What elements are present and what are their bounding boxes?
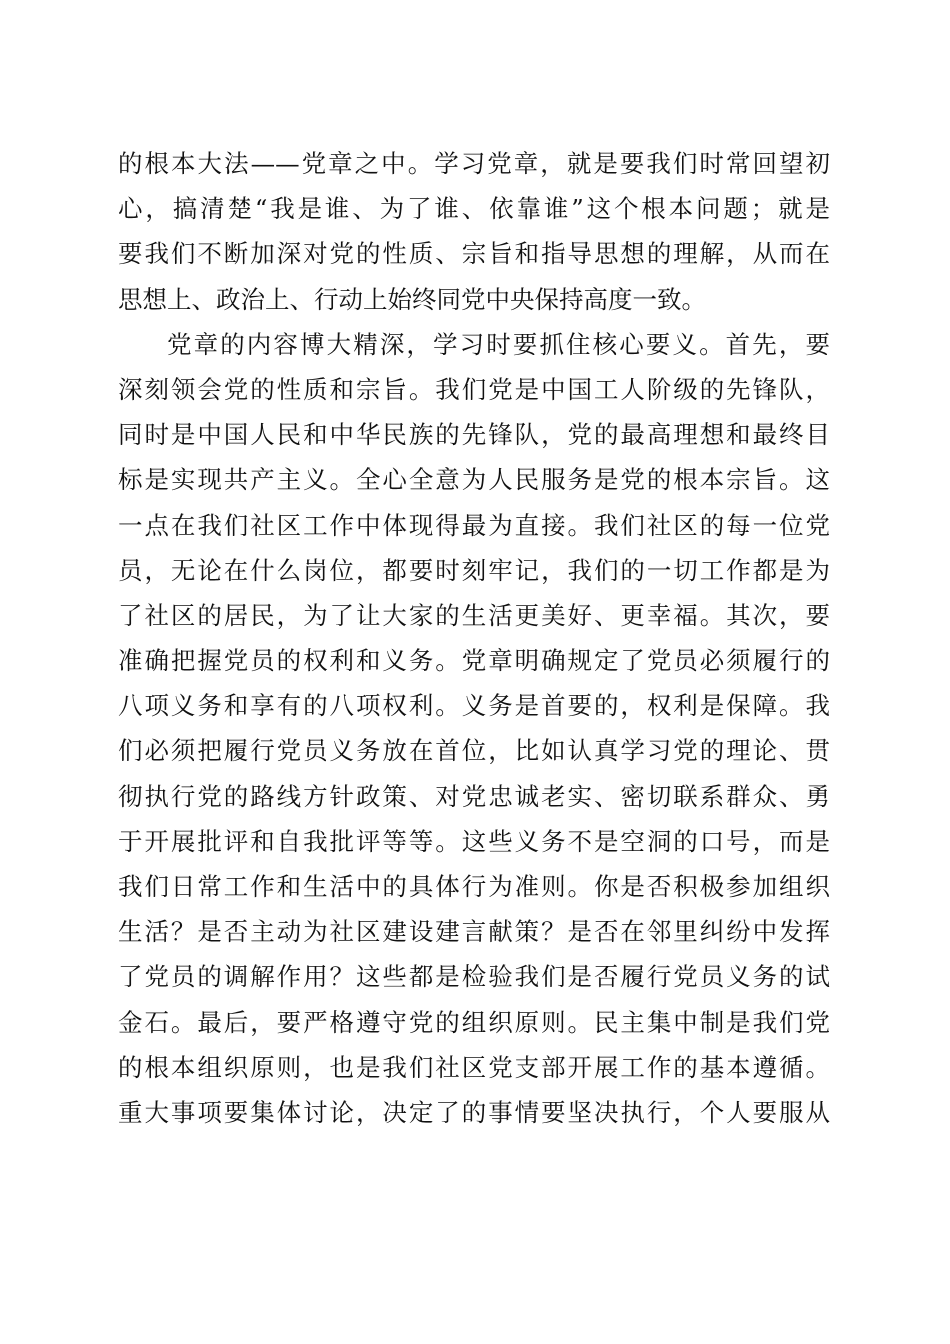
text-line: 准确把握党员的权利和义务。党章明确规定了党员必须履行的 — [118, 646, 830, 676]
text-line: 同时是中国人民和中华民族的先锋队，党的最高理想和最终目 — [118, 420, 830, 450]
text-line: 一点在我们社区工作中体现得最为直接。我们社区的每一位党 — [118, 510, 830, 540]
text-line: 心，搞清楚“我是谁、为了谁、依靠谁”这个根本问题；就是 — [118, 194, 830, 224]
text-line: 金石。最后，要严格遵守党的组织原则。民主集中制是我们党 — [118, 1007, 830, 1037]
text-line: 的根本组织原则，也是我们社区党支部开展工作的基本遵循。 — [118, 1052, 830, 1082]
text-line: 标是实现共产主义。全心全意为人民服务是党的根本宗旨。这 — [118, 465, 830, 495]
text-line: 彻执行党的路线方针政策、对党忠诚老实、密切联系群众、勇 — [118, 781, 830, 811]
document-page — [118, 141, 830, 1135]
text-line: 员，无论在什么岗位，都要时刻牢记，我们的一切工作都是为 — [118, 555, 830, 585]
text-line: 了党员的调解作用？这些都是检验我们是否履行党员义务的试 — [118, 962, 830, 992]
text-line: 们必须把履行党员义务放在首位，比如认真学习党的理论、贯 — [118, 736, 830, 766]
text-line: 于开展批评和自我批评等等。这些义务不是空洞的口号，而是 — [118, 826, 830, 856]
text-line: 重大事项要集体讨论，决定了的事情要坚决执行，个人要服从 — [118, 1097, 830, 1127]
paragraph-1 — [118, 141, 830, 322]
text-line: 了社区的居民，为了让大家的生活更美好、更幸福。其次，要 — [118, 600, 830, 630]
paragraph-2 — [118, 322, 830, 1135]
text-line: 的根本大法——党章之中。学习党章，就是要我们时常回望初 — [118, 149, 830, 178]
text-line: 生活？是否主动为社区建设建言献策？是否在邻里纠纷中发挥 — [118, 917, 830, 947]
text-line: 深刻领会党的性质和宗旨。我们党是中国工人阶级的先锋队， — [118, 374, 830, 404]
text-line: 我们日常工作和生活中的具体行为准则。你是否积极参加组织 — [118, 872, 830, 901]
text-line: 思想上、政治上、行动上始终同党中央保持高度一致。 — [118, 284, 706, 314]
text-line: 八项义务和享有的八项权利。义务是首要的，权利是保障。我 — [118, 691, 830, 721]
text-line: 党章的内容博大精深，学习时要抓住核心要义。首先，要 — [167, 329, 830, 359]
text-line: 要我们不断加深对党的性质、宗旨和指导思想的理解，从而在 — [118, 239, 830, 269]
